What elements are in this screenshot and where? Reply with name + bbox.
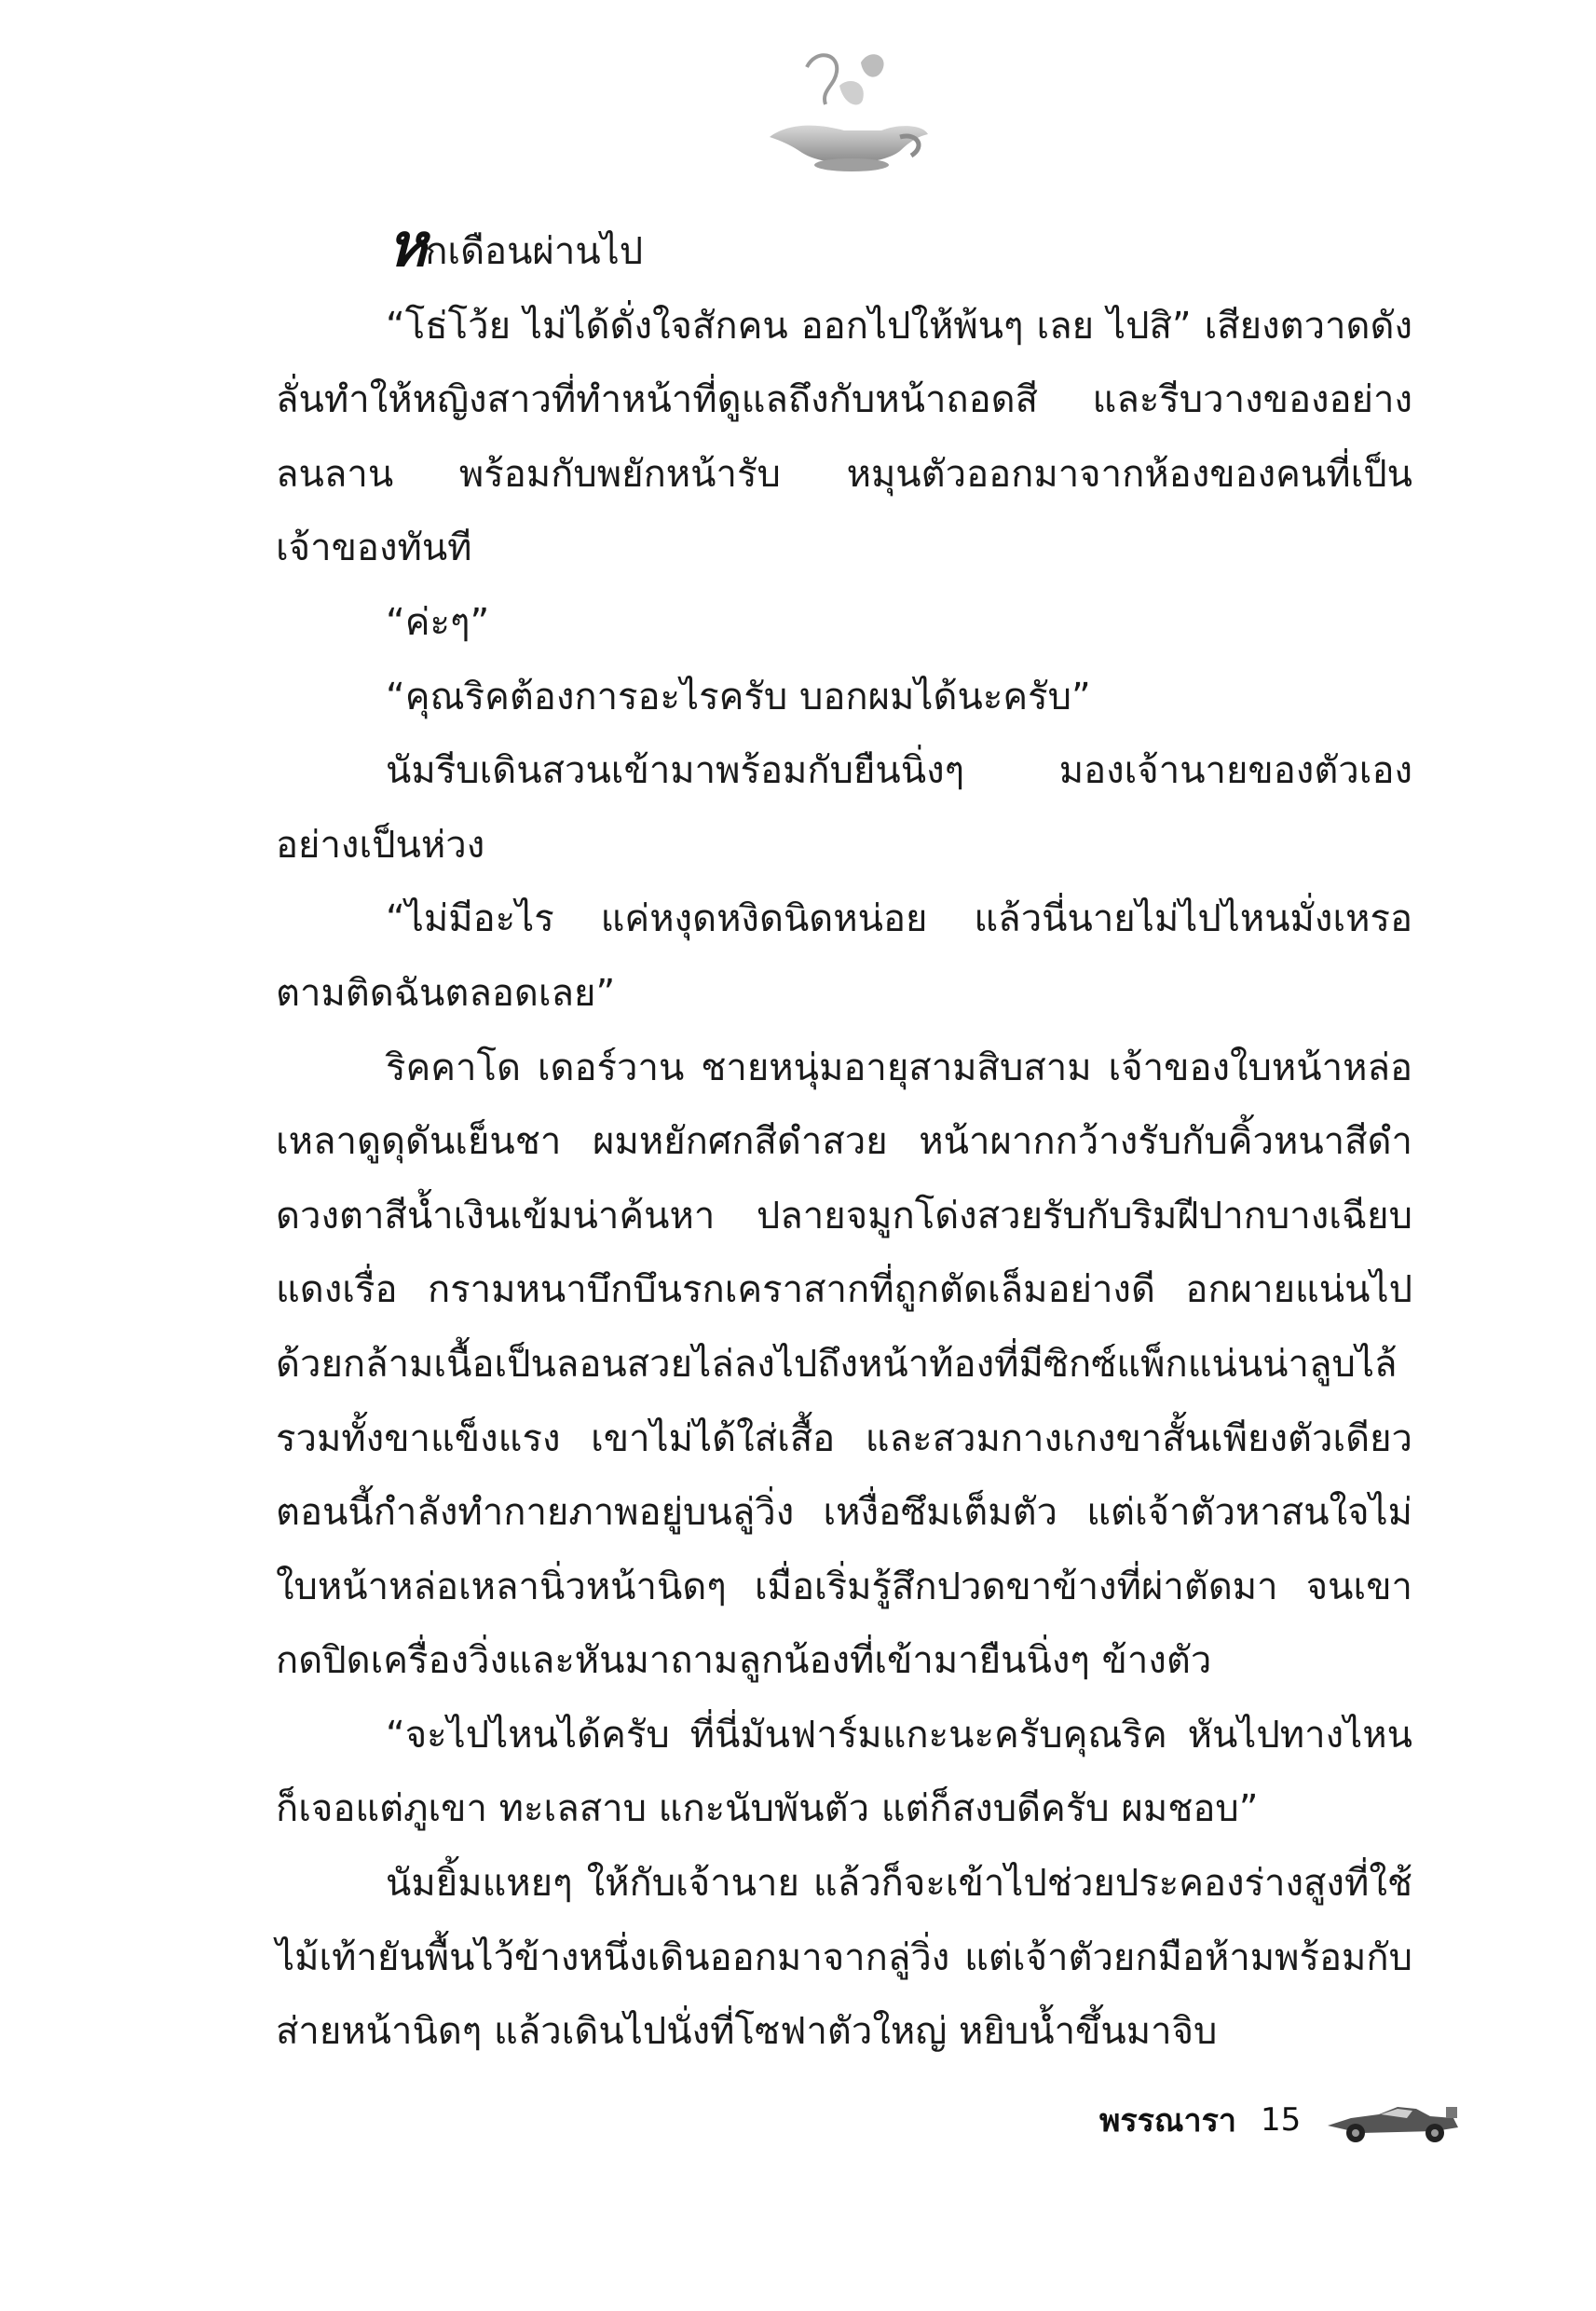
paragraph: ริคคาโด เดอร์วาน ชายหนุ่มอายุสามสิบสาม เจ้าของใบหน้าหล่อเหลาดูดุดันเย็นชา ผมหยักศกสีดำสวย หน้าผากกว้างรับกับคิ้วหนาสีดำ ดวงตาสีน้ำเงินเข้มน่าค้นหา ปลายจมูกโด่งสวยรับกับริมฝีปากบางเฉียบแดงเรื่อ กรามหนาบึกบึนรกเคราสากที่ถูกตัดเล็มอย่างดี อกผายแน่นไปด้วยกล้ามเนื้อเป็นลอนสวยไล่ลงไปถึงหน้าท้องที่มีซิกซ์แพ็กแน่นน่าลูบไล้ รวมทั้งขาแข็งแรง เขาไม่ได้ใส่เสื้อ และสวมกางเกงขาสั้นเพียงตัวเดียว ตอนนี้กำลังทำกายภาพอยู่บนลู่วิ่ง เหงื่อซึมเต็มตัว แต่เจ้าตัวหาสนใจไม่ ใบหน้าหล่อเหลานิ่วหน้านิดๆ เมื่อเริ่มรู้สึกปวดขาข้างที่ผ่าตัดมา จนเขากดปิดเครื่องวิ่งและหันมาถามลูกน้องที่เข้ามายืนนิ่งๆ ข้างตัว xyxy=(276,1046,1412,1683)
genie-lamp-icon xyxy=(751,48,937,174)
paragraph: “โธ่โว้ย ไม่ได้ดั่งใจสักคน ออกไปให้พ้นๆ เลย ไปสิ” เสียงตวาดดังลั่นทำให้หญิงสาวที่ทำหน้าที่ดูแลถึงกับหน้าถอดสี และรีบวางของอย่างลนลาน พร้อมกับพยักหน้ารับ หมุนตัวออกมาจากห้องของคนที่เป็นเจ้าของทันที xyxy=(276,304,1412,570)
paragraph: นัมรีบเดินสวนเข้ามาพร้อมกับยืนนิ่งๆ มองเจ้านายของตัวเองอย่างเป็นห่วง xyxy=(276,749,1412,867)
chapter-opening xyxy=(276,207,1412,290)
paragraph: “ค่ะๆ” xyxy=(386,600,490,644)
paragraph: นัมยิ้มแหยๆ ให้กับเจ้านาย แล้วก็จะเข้าไปช่วยประคองร่างสูงที่ใช้ไม้เท้ายันพื้นไว้ข้างหนึ่งเดินออกมาจากลู่วิ่ง แต่เจ้าตัวยกมือห้ามพร้อมกับส่ายหน้านิดๆ แล้วเดินไปนั่งที่โซฟาตัวใหญ่ หยิบน้ำขึ้นมาจิบ xyxy=(276,1862,1412,2054)
paragraph: “ไม่มีอะไร แค่หงุดหงิดนิดหน่อย แล้วนี่นายไม่ไปไหนมั่งเหรอตามติดฉันตลอดเลย” xyxy=(276,897,1412,1015)
paragraph: “จะไปไหนได้ครับ ที่นี่มันฟาร์มแกะนะครับคุณริค หันไปทางไหนก็เจอแต่ภูเขา ทะเลสาบ แกะนับพันตัว แต่ก็สงบดีครับ ผมชอบ” xyxy=(276,1713,1412,1831)
paragraph: “คุณริคต้องการอะไรครับ บอกผมได้นะครับ” xyxy=(386,675,1091,718)
page-footer xyxy=(1099,2087,1528,2153)
page-number: 15 xyxy=(1260,2101,1302,2139)
chapter-body xyxy=(276,207,1412,2070)
race-car-icon xyxy=(1323,2090,1463,2150)
book-title: พรรณารา xyxy=(1099,2102,1236,2140)
opening-text: กเดือนผ่านไป xyxy=(425,230,644,273)
drop-cap: ห xyxy=(388,211,426,280)
